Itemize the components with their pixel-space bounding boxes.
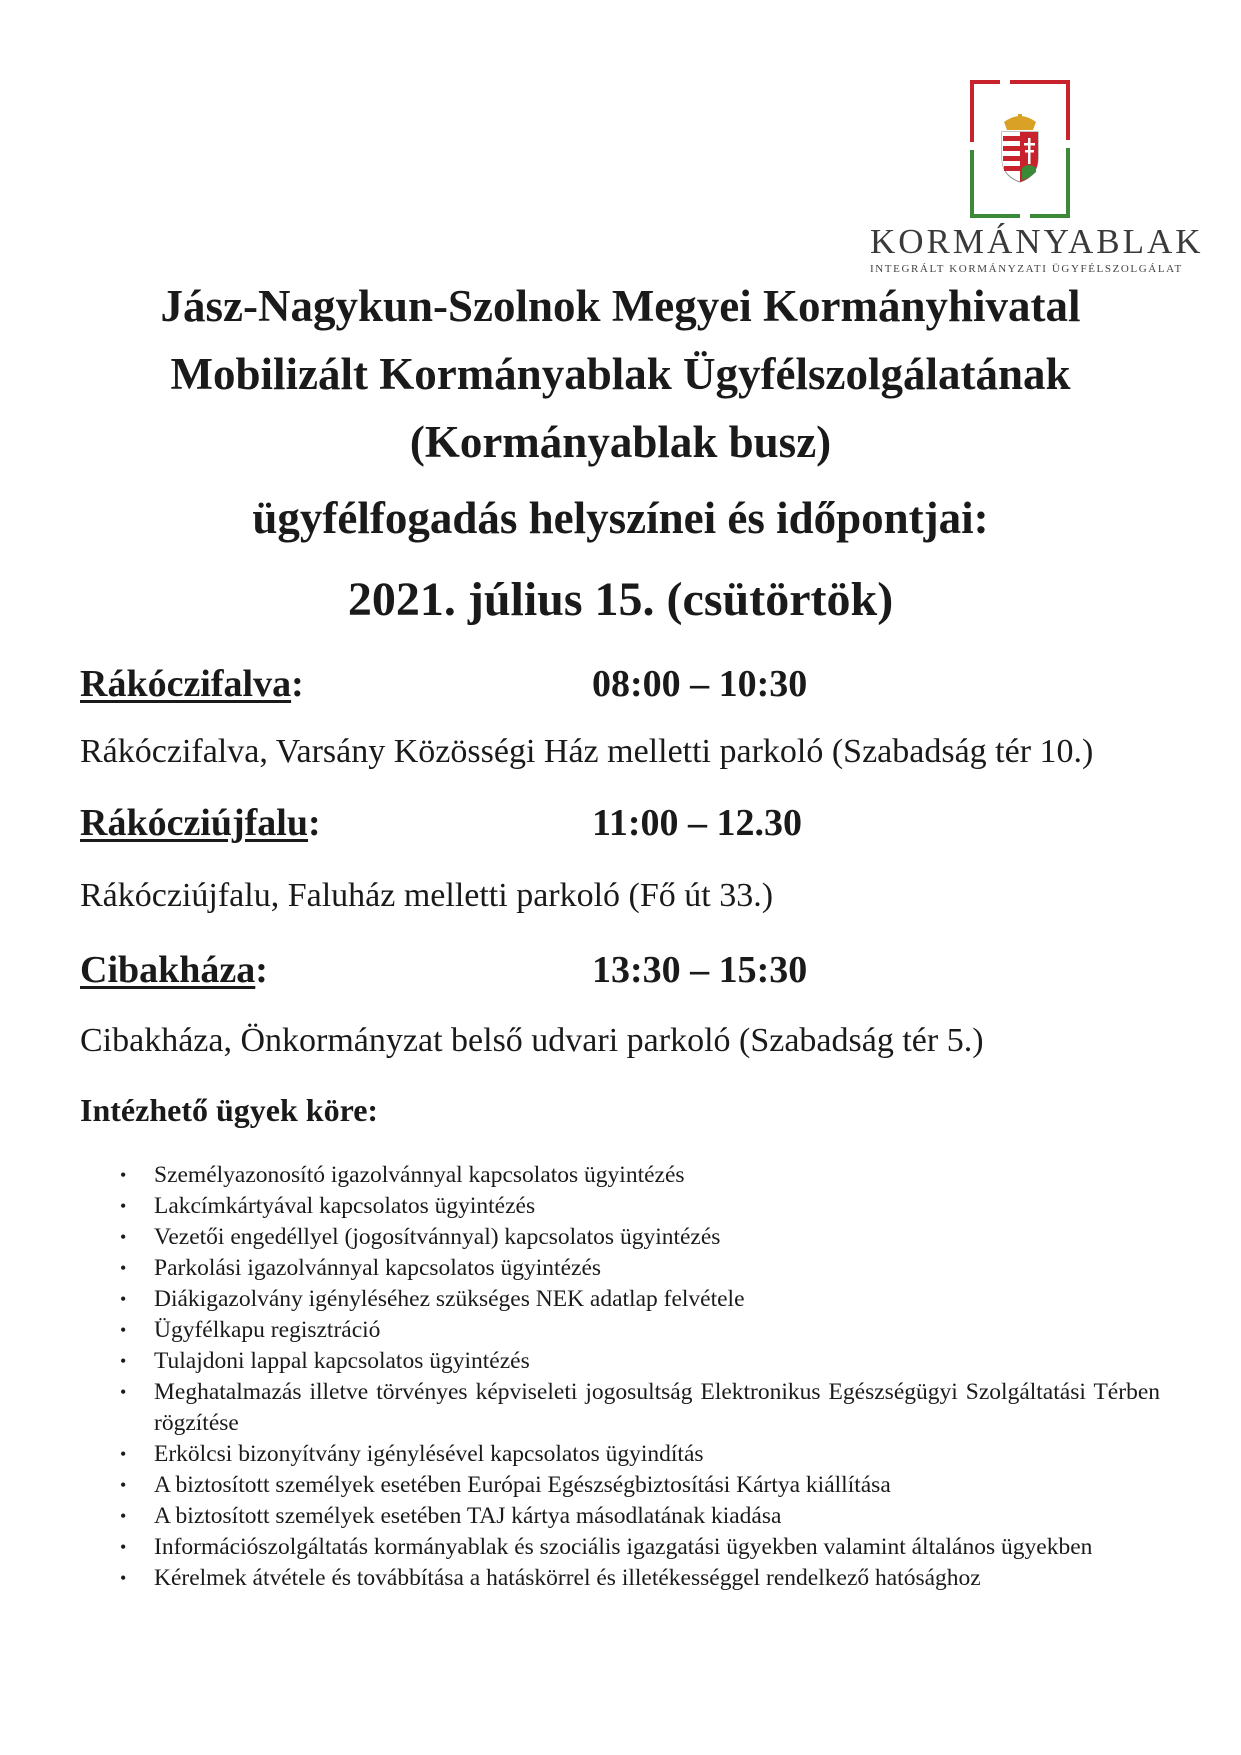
logo-subtitle: INTEGRÁLT KORMÁNYZATI ÜGYFÉLSZOLGÁLAT xyxy=(870,263,1183,275)
list-item-text: Lakcímkártyával kapcsolatos ügyintézés xyxy=(154,1193,536,1219)
list-item xyxy=(120,1470,1160,1501)
bullet-icon: • xyxy=(120,1444,127,1464)
bullet-icon: • xyxy=(120,1382,127,1402)
location-name xyxy=(80,801,321,845)
list-item xyxy=(120,1439,1160,1470)
bullet-icon: • xyxy=(120,1258,127,1278)
title-line: Jász-Nagykun-Szolnok Megyei Kormányhivatal xyxy=(160,281,1081,331)
location-name-text: Rákóczifalva xyxy=(80,663,292,705)
bullet-icon: • xyxy=(120,1506,127,1526)
list-item-text: Személyazonosító igazolvánnyal kapcsolatos ügyintézés xyxy=(154,1162,685,1188)
bullet-icon: • xyxy=(120,1568,127,1588)
list-item-text: Parkolási igazolvánnyal kapcsolatos ügyintézés xyxy=(154,1255,602,1281)
bullet-icon: • xyxy=(120,1320,127,1340)
list-item xyxy=(120,1284,1160,1315)
location-address: Rákóczifalva, Varsány Közösségi Ház melletti parkoló (Szabadság tér 10.) xyxy=(80,733,1094,770)
list-item xyxy=(120,1160,1160,1191)
list-item xyxy=(120,1315,1160,1346)
location-address: Cibakháza, Önkormányzat belső udvari parkoló (Szabadság tér 5.) xyxy=(80,1022,984,1059)
bullet-icon: • xyxy=(120,1196,127,1216)
location-colon: : xyxy=(308,802,321,844)
location-colon: : xyxy=(291,663,304,705)
kormanyablak-logo xyxy=(870,76,1204,276)
list-item-text: Kérelmek átvétele és továbbítása a hatáskörrel és illetékességgel rendelkező hatósághoz xyxy=(154,1565,981,1591)
list-item xyxy=(120,1563,1160,1594)
title-line: (Kormányablak busz) xyxy=(409,417,832,467)
event-date: 2021. július 15. (csütörtök) xyxy=(347,573,894,626)
page-title xyxy=(60,272,1181,476)
list-item xyxy=(120,1346,1160,1377)
location-colon: : xyxy=(255,949,268,991)
location-time: 08:00 – 10:30 xyxy=(592,663,808,705)
list-item-text: Tulajdoni lappal kapcsolatos ügyintézés xyxy=(154,1348,530,1374)
list-item-text: Ügyfélkapu regisztráció xyxy=(154,1317,381,1343)
list-item-text: Diákigazolvány igényléséhez szükséges NEK adatlap felvétele xyxy=(154,1286,745,1312)
cases-title: Intézhető ügyek köre: xyxy=(80,1092,379,1128)
logo-name: KORMÁNYABLAK xyxy=(870,222,1204,261)
list-item-text: Erkölcsi bizonyítvány igénylésével kapcsolatos ügyindítás xyxy=(154,1441,704,1467)
list-item xyxy=(120,1222,1160,1253)
cases-list xyxy=(120,1160,1160,1594)
bullet-icon: • xyxy=(120,1289,127,1309)
bullet-icon: • xyxy=(120,1351,127,1371)
list-item xyxy=(120,1532,1160,1563)
list-item-text: A biztosított személyek esetében Európai Egészségbiztosítási Kártya kiállítása xyxy=(154,1472,891,1498)
location-name xyxy=(80,662,304,706)
bullet-icon: • xyxy=(120,1475,127,1495)
list-item xyxy=(120,1377,1160,1439)
location-time: 11:00 – 12.30 xyxy=(592,802,803,844)
list-item-text: Információszolgáltatás kormányablak és szociális igazgatási ügyekben valamint általános ügyekben xyxy=(154,1534,1093,1560)
location-name-text: Rákócziújfalu xyxy=(80,802,308,844)
location-time: 13:30 – 15:30 xyxy=(592,949,808,991)
list-item xyxy=(120,1253,1160,1284)
coat-of-arms-icon xyxy=(970,80,1070,218)
list-item xyxy=(120,1501,1160,1532)
title-line: Mobilizált Kormányablak Ügyfélszolgálatának xyxy=(170,349,1071,399)
bullet-icon: • xyxy=(120,1227,127,1247)
list-item-text: Vezetői engedéllyel (jogosítvánnyal) kapcsolatos ügyintézés xyxy=(154,1224,721,1250)
page-subtitle: ügyfélfogadás helyszínei és időpontjai: xyxy=(252,493,989,543)
list-item xyxy=(120,1191,1160,1222)
list-item-text: Meghatalmazás illetve törvényes képviseleti jogosultság Elektronikus Egészségügyi Szolgáltatási Térben rögzítése xyxy=(154,1379,1160,1436)
list-item-text: A biztosított személyek esetében TAJ kártya másodlatának kiadása xyxy=(154,1503,782,1529)
location-address: Rákócziújfalu, Faluház melletti parkoló (Fő út 33.) xyxy=(80,877,774,914)
bullet-icon: • xyxy=(120,1165,127,1185)
location-name-text: Cibakháza xyxy=(80,949,256,991)
bullet-icon: • xyxy=(120,1537,127,1557)
location-name xyxy=(80,948,268,992)
